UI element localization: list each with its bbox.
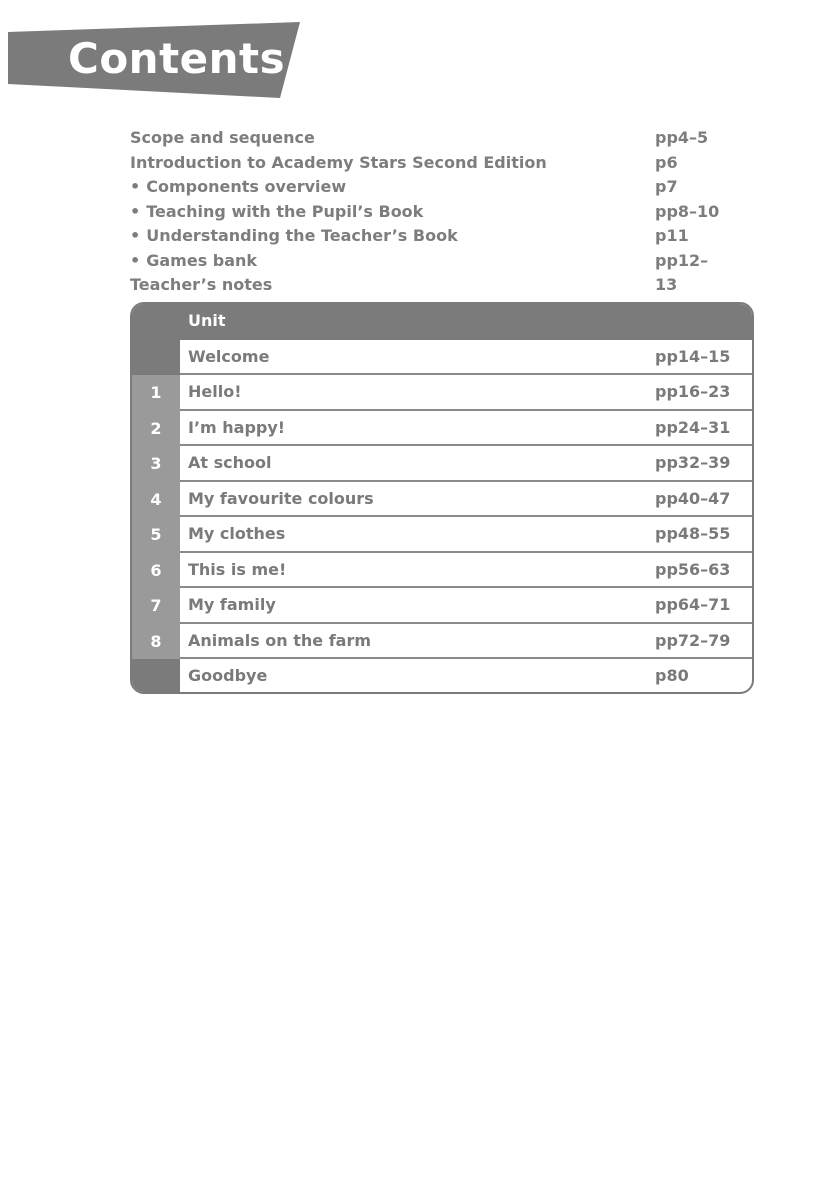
toc-section-heading: Teacher’s notes	[130, 275, 273, 294]
table-row[interactable]: Welcome pp14–15	[132, 340, 752, 376]
table-row[interactable]: 4 My favourite colours pp40–47	[132, 482, 752, 518]
front-matter-list	[130, 126, 730, 298]
table-row[interactable]: Goodbye p80	[132, 659, 752, 694]
header-unit-label: Unit	[180, 304, 752, 340]
table-row[interactable]: 1 Hello! pp16–23	[132, 375, 752, 411]
table-row[interactable]: 8 Animals on the farm pp72–79	[132, 624, 752, 660]
toc-item[interactable]: • Components overview p7	[130, 175, 730, 200]
table-row[interactable]: 3 At school pp32–39	[132, 446, 752, 482]
table-row[interactable]: 2 I’m happy! pp24–31	[132, 411, 752, 447]
page-title: Contents	[68, 34, 286, 83]
table-row[interactable]: 7 My family pp64–71	[132, 588, 752, 624]
table-header	[132, 304, 752, 340]
contents-banner	[8, 22, 300, 98]
toc-item[interactable]: • Understanding the Teacher’s Book p11	[130, 224, 730, 249]
toc-item[interactable]: Scope and sequence pp4–5	[130, 128, 709, 147]
table-row[interactable]: 5 My clothes pp48–55	[132, 517, 752, 553]
header-num-cell	[132, 304, 180, 340]
table-row[interactable]: 6 This is me! pp56–63	[132, 553, 752, 589]
units-table	[130, 302, 754, 694]
toc-item[interactable]: • Games bank pp12–13	[130, 249, 730, 274]
toc-item[interactable]: Introduction to Academy Stars Second Edition p6	[130, 152, 678, 172]
toc-item[interactable]: • Teaching with the Pupil’s Book pp8–10	[130, 200, 730, 225]
